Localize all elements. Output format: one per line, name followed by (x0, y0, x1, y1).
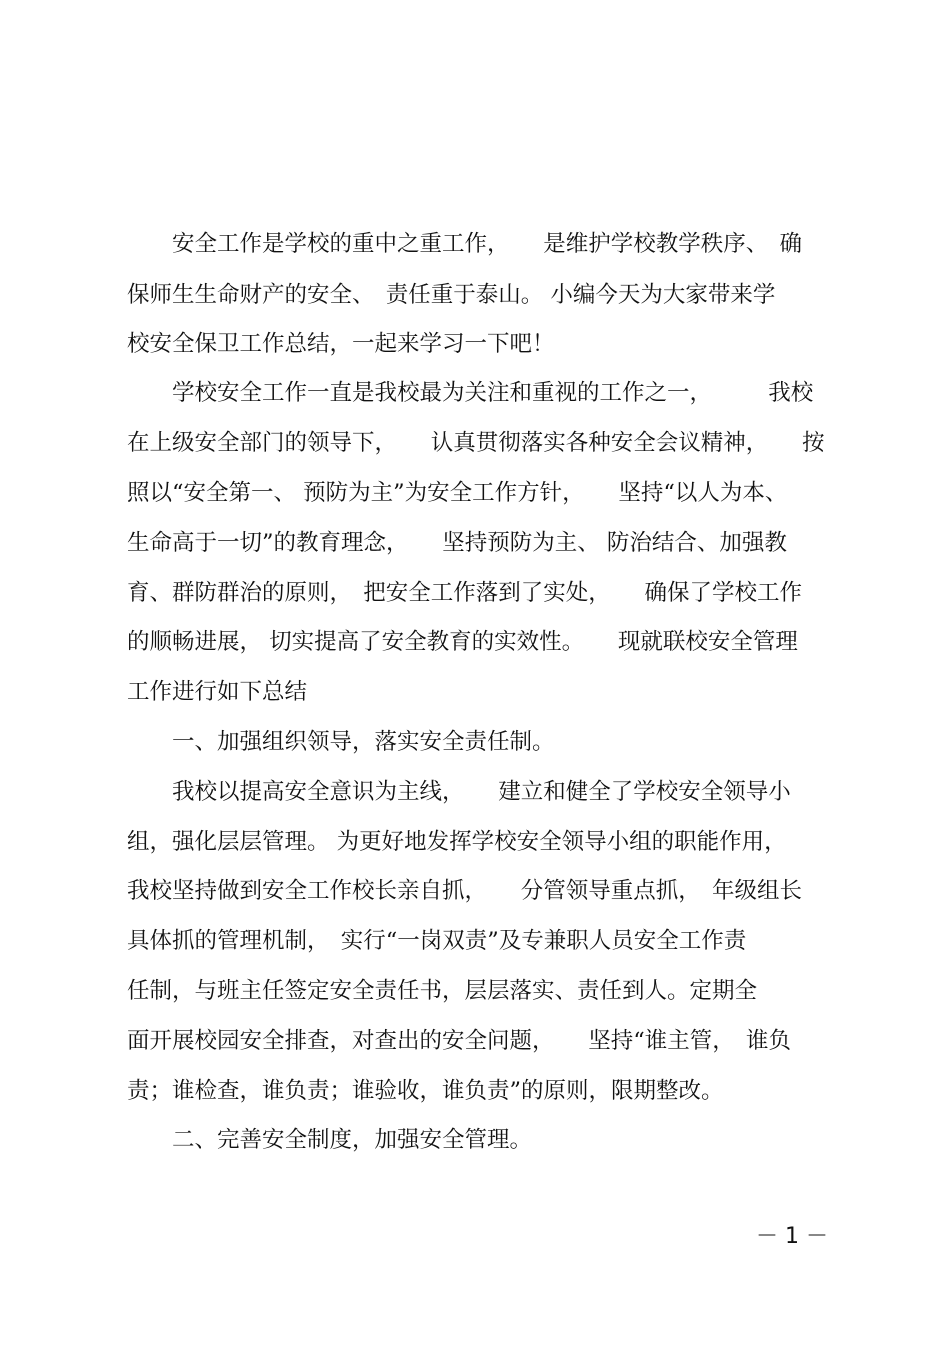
text-line: 在上级安全部门的领导下， 认真贯彻落实各种安全会议精神， 按 (127, 430, 825, 456)
text-line: 面开展校园安全排查，对查出的安全问题， 坚持“谁主管， 谁负 (127, 1028, 792, 1054)
text-line: 的顺畅进展， 切实提高了安全教育的实效性。 现就联校安全管理 (127, 629, 798, 655)
text-line: 生命高于一切”的教育理念， 坚持预防为主、 防治结合、加强教 (127, 530, 787, 556)
text-line: 任制，与班主任签定安全责任书，层层落实、责任到人。定期全 (127, 978, 758, 1004)
section-heading: 一、加强组织领导，落实安全责任制。 (127, 729, 555, 755)
text-line: 工作进行如下总结 (127, 679, 308, 705)
text-line: 学校安全工作一直是我校最为关注和重视的工作之一， 我校 (127, 380, 814, 406)
text-line: 育、群防群治的原则， 把安全工作落到了实处， 确保了学校工作 (127, 580, 803, 606)
text-line: 校安全保卫工作总结，一起来学习一下吧！ (127, 331, 555, 357)
text-line: 安全工作是学校的重中之重工作， 是维护学校教学秩序、 确 (127, 231, 803, 257)
text-line: 照以“安全第一、 预防为主”为安全工作方针， 坚持“以人为本、 (127, 480, 788, 506)
text-line: 责；谁检查，谁负责；谁验收，谁负责”的原则，限期整改。 (127, 1078, 724, 1104)
text-line: 具体抓的管理机制， 实行“一岗双责”及专兼职人员安全工作责 (127, 928, 747, 954)
text-line: 我校以提高安全意识为主线， 建立和健全了学校安全领导小 (127, 779, 791, 805)
text-line: 我校坚持做到安全工作校长亲自抓， 分管领导重点抓， 年级组长 (127, 878, 803, 904)
text-line: 保师生生命财产的安全、 责任重于泰山。 小编今天为大家带来学 (127, 282, 776, 308)
section-heading: 二、完善安全制度，加强安全管理。 (127, 1127, 533, 1153)
text-line: 组，强化层层管理。 为更好地发挥学校安全领导小组的职能作用， (127, 829, 787, 855)
page-number: － 1 － (756, 1224, 828, 1249)
